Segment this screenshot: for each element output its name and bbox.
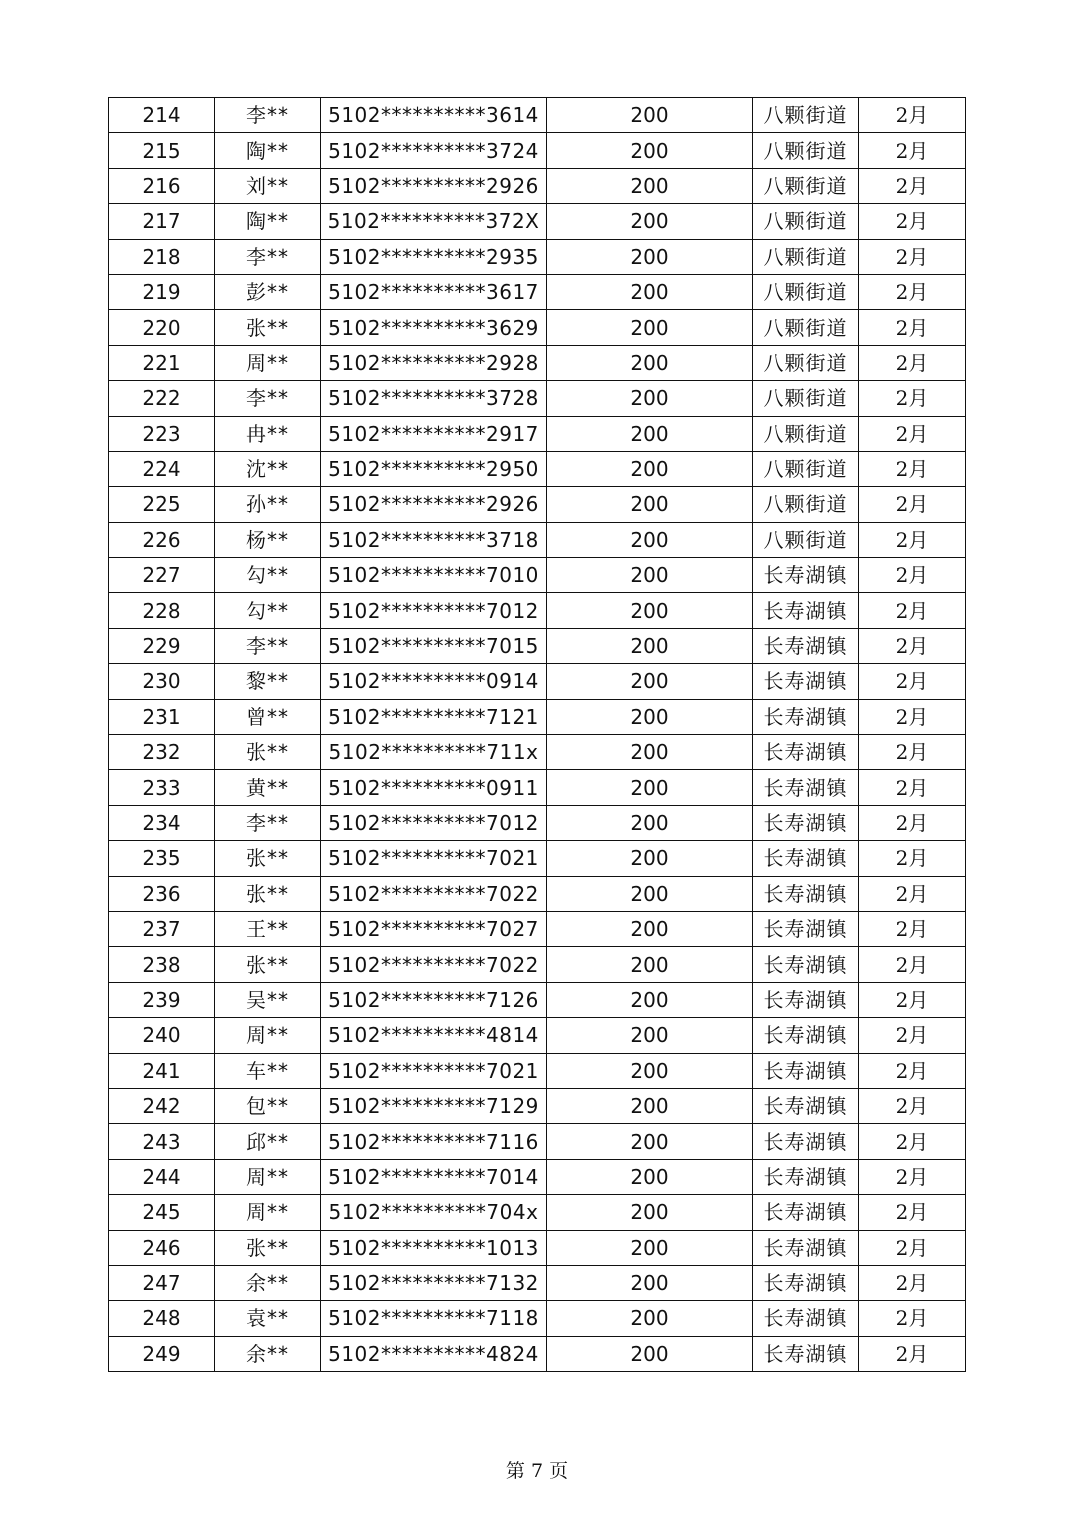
area-name-cell: 长寿湖镇 bbox=[753, 1336, 859, 1371]
row-number-cell: 240 bbox=[109, 1018, 215, 1053]
person-name-cell: 勾** bbox=[215, 558, 321, 593]
table-row bbox=[109, 381, 966, 416]
area-name-cell: 长寿湖镇 bbox=[753, 1230, 859, 1265]
amount-cell: 200 bbox=[547, 1336, 753, 1371]
table-row bbox=[109, 204, 966, 239]
id-number-cell: 5102**********2950 bbox=[321, 451, 547, 486]
row-number-cell: 216 bbox=[109, 168, 215, 203]
month-cell: 2月 bbox=[859, 204, 966, 239]
person-name-cell: 邱** bbox=[215, 1124, 321, 1159]
row-number-cell: 239 bbox=[109, 982, 215, 1017]
amount-cell: 200 bbox=[547, 310, 753, 345]
id-number-cell: 5102**********7121 bbox=[321, 699, 547, 734]
amount-cell: 200 bbox=[547, 770, 753, 805]
row-number-cell: 236 bbox=[109, 876, 215, 911]
table-row bbox=[109, 1301, 966, 1336]
row-number-cell: 230 bbox=[109, 664, 215, 699]
month-cell: 2月 bbox=[859, 133, 966, 168]
amount-cell: 200 bbox=[547, 1159, 753, 1194]
area-name-cell: 八颗街道 bbox=[753, 133, 859, 168]
table-row bbox=[109, 1088, 966, 1123]
person-name-cell: 李** bbox=[215, 98, 321, 133]
area-name-cell: 长寿湖镇 bbox=[753, 558, 859, 593]
person-name-cell: 陶** bbox=[215, 204, 321, 239]
id-number-cell: 5102**********1013 bbox=[321, 1230, 547, 1265]
row-number-cell: 225 bbox=[109, 487, 215, 522]
id-number-cell: 5102**********7021 bbox=[321, 1053, 547, 1088]
area-name-cell: 长寿湖镇 bbox=[753, 593, 859, 628]
table-row bbox=[109, 805, 966, 840]
person-name-cell: 袁** bbox=[215, 1301, 321, 1336]
month-cell: 2月 bbox=[859, 168, 966, 203]
month-cell: 2月 bbox=[859, 593, 966, 628]
row-number-cell: 220 bbox=[109, 310, 215, 345]
area-name-cell: 八颗街道 bbox=[753, 522, 859, 557]
month-cell: 2月 bbox=[859, 947, 966, 982]
id-number-cell: 5102**********7014 bbox=[321, 1159, 547, 1194]
month-cell: 2月 bbox=[859, 487, 966, 522]
month-cell: 2月 bbox=[859, 522, 966, 557]
id-number-cell: 5102**********7116 bbox=[321, 1124, 547, 1159]
table-row bbox=[109, 947, 966, 982]
person-name-cell: 余** bbox=[215, 1265, 321, 1300]
area-name-cell: 长寿湖镇 bbox=[753, 982, 859, 1017]
month-cell: 2月 bbox=[859, 558, 966, 593]
amount-cell: 200 bbox=[547, 1018, 753, 1053]
id-number-cell: 5102**********7010 bbox=[321, 558, 547, 593]
table-row bbox=[109, 876, 966, 911]
area-name-cell: 长寿湖镇 bbox=[753, 805, 859, 840]
person-name-cell: 刘** bbox=[215, 168, 321, 203]
area-name-cell: 长寿湖镇 bbox=[753, 876, 859, 911]
month-cell: 2月 bbox=[859, 664, 966, 699]
area-name-cell: 八颗街道 bbox=[753, 239, 859, 274]
id-number-cell: 5102**********7118 bbox=[321, 1301, 547, 1336]
month-cell: 2月 bbox=[859, 239, 966, 274]
person-name-cell: 黄** bbox=[215, 770, 321, 805]
table-row bbox=[109, 1195, 966, 1230]
person-name-cell: 李** bbox=[215, 239, 321, 274]
amount-cell: 200 bbox=[547, 558, 753, 593]
id-number-cell: 5102**********3724 bbox=[321, 133, 547, 168]
person-name-cell: 张** bbox=[215, 735, 321, 770]
row-number-cell: 248 bbox=[109, 1301, 215, 1336]
amount-cell: 200 bbox=[547, 1124, 753, 1159]
table-row bbox=[109, 735, 966, 770]
row-number-cell: 242 bbox=[109, 1088, 215, 1123]
row-number-cell: 227 bbox=[109, 558, 215, 593]
area-name-cell: 八颗街道 bbox=[753, 416, 859, 451]
id-number-cell: 5102**********7132 bbox=[321, 1265, 547, 1300]
area-name-cell: 长寿湖镇 bbox=[753, 1159, 859, 1194]
area-name-cell: 长寿湖镇 bbox=[753, 664, 859, 699]
id-number-cell: 5102**********2928 bbox=[321, 345, 547, 380]
area-name-cell: 长寿湖镇 bbox=[753, 947, 859, 982]
month-cell: 2月 bbox=[859, 1301, 966, 1336]
person-name-cell: 彭** bbox=[215, 274, 321, 309]
amount-cell: 200 bbox=[547, 593, 753, 628]
id-number-cell: 5102**********7126 bbox=[321, 982, 547, 1017]
area-name-cell: 八颗街道 bbox=[753, 168, 859, 203]
row-number-cell: 243 bbox=[109, 1124, 215, 1159]
table-row bbox=[109, 345, 966, 380]
page-number: 第 7 页 bbox=[505, 1460, 569, 1482]
row-number-cell: 245 bbox=[109, 1195, 215, 1230]
amount-cell: 200 bbox=[547, 699, 753, 734]
id-number-cell: 5102**********2917 bbox=[321, 416, 547, 451]
table-row bbox=[109, 1124, 966, 1159]
table-row bbox=[109, 1053, 966, 1088]
id-number-cell: 5102**********3629 bbox=[321, 310, 547, 345]
row-number-cell: 238 bbox=[109, 947, 215, 982]
id-number-cell: 5102**********0911 bbox=[321, 770, 547, 805]
row-number-cell: 229 bbox=[109, 628, 215, 663]
amount-cell: 200 bbox=[547, 1088, 753, 1123]
id-number-cell: 5102**********3614 bbox=[321, 98, 547, 133]
table-row bbox=[109, 274, 966, 309]
amount-cell: 200 bbox=[547, 98, 753, 133]
person-name-cell: 李** bbox=[215, 805, 321, 840]
person-name-cell: 张** bbox=[215, 876, 321, 911]
person-name-cell: 沈** bbox=[215, 451, 321, 486]
amount-cell: 200 bbox=[547, 1053, 753, 1088]
month-cell: 2月 bbox=[859, 1230, 966, 1265]
area-name-cell: 八颗街道 bbox=[753, 98, 859, 133]
area-name-cell: 长寿湖镇 bbox=[753, 1301, 859, 1336]
table-row bbox=[109, 558, 966, 593]
month-cell: 2月 bbox=[859, 841, 966, 876]
month-cell: 2月 bbox=[859, 1053, 966, 1088]
area-name-cell: 八颗街道 bbox=[753, 451, 859, 486]
table-row bbox=[109, 770, 966, 805]
table-row bbox=[109, 1336, 966, 1371]
row-number-cell: 244 bbox=[109, 1159, 215, 1194]
id-number-cell: 5102**********2935 bbox=[321, 239, 547, 274]
table-row bbox=[109, 982, 966, 1017]
amount-cell: 200 bbox=[547, 805, 753, 840]
person-name-cell: 张** bbox=[215, 1230, 321, 1265]
row-number-cell: 247 bbox=[109, 1265, 215, 1300]
id-number-cell: 5102**********2926 bbox=[321, 487, 547, 522]
area-name-cell: 长寿湖镇 bbox=[753, 1053, 859, 1088]
area-name-cell: 长寿湖镇 bbox=[753, 699, 859, 734]
person-name-cell: 余** bbox=[215, 1336, 321, 1371]
table-row bbox=[109, 416, 966, 451]
amount-cell: 200 bbox=[547, 274, 753, 309]
table-row bbox=[109, 451, 966, 486]
amount-cell: 200 bbox=[547, 345, 753, 380]
row-number-cell: 223 bbox=[109, 416, 215, 451]
month-cell: 2月 bbox=[859, 1336, 966, 1371]
amount-cell: 200 bbox=[547, 876, 753, 911]
person-name-cell: 勾** bbox=[215, 593, 321, 628]
amount-cell: 200 bbox=[547, 628, 753, 663]
person-name-cell: 冉** bbox=[215, 416, 321, 451]
person-name-cell: 黎** bbox=[215, 664, 321, 699]
area-name-cell: 长寿湖镇 bbox=[753, 1124, 859, 1159]
month-cell: 2月 bbox=[859, 451, 966, 486]
row-number-cell: 215 bbox=[109, 133, 215, 168]
row-number-cell: 241 bbox=[109, 1053, 215, 1088]
month-cell: 2月 bbox=[859, 1018, 966, 1053]
person-name-cell: 周** bbox=[215, 1018, 321, 1053]
table-row bbox=[109, 628, 966, 663]
person-name-cell: 张** bbox=[215, 841, 321, 876]
table-row bbox=[109, 522, 966, 557]
id-number-cell: 5102**********2926 bbox=[321, 168, 547, 203]
id-number-cell: 5102**********3617 bbox=[321, 274, 547, 309]
person-name-cell: 周** bbox=[215, 345, 321, 380]
area-name-cell: 八颗街道 bbox=[753, 345, 859, 380]
id-number-cell: 5102**********3718 bbox=[321, 522, 547, 557]
area-name-cell: 八颗街道 bbox=[753, 487, 859, 522]
id-number-cell: 5102**********711x bbox=[321, 735, 547, 770]
month-cell: 2月 bbox=[859, 345, 966, 380]
area-name-cell: 长寿湖镇 bbox=[753, 1265, 859, 1300]
id-number-cell: 5102**********704x bbox=[321, 1195, 547, 1230]
roster-table bbox=[108, 97, 966, 1372]
row-number-cell: 249 bbox=[109, 1336, 215, 1371]
table-row bbox=[109, 593, 966, 628]
id-number-cell: 5102**********3728 bbox=[321, 381, 547, 416]
area-name-cell: 八颗街道 bbox=[753, 274, 859, 309]
table-row bbox=[109, 133, 966, 168]
month-cell: 2月 bbox=[859, 310, 966, 345]
row-number-cell: 217 bbox=[109, 204, 215, 239]
table-row bbox=[109, 841, 966, 876]
amount-cell: 200 bbox=[547, 1301, 753, 1336]
id-number-cell: 5102**********0914 bbox=[321, 664, 547, 699]
area-name-cell: 八颗街道 bbox=[753, 204, 859, 239]
person-name-cell: 李** bbox=[215, 628, 321, 663]
person-name-cell: 陶** bbox=[215, 133, 321, 168]
amount-cell: 200 bbox=[547, 1230, 753, 1265]
id-number-cell: 5102**********7027 bbox=[321, 911, 547, 946]
person-name-cell: 曾** bbox=[215, 699, 321, 734]
area-name-cell: 长寿湖镇 bbox=[753, 911, 859, 946]
amount-cell: 200 bbox=[547, 664, 753, 699]
area-name-cell: 长寿湖镇 bbox=[753, 628, 859, 663]
person-name-cell: 张** bbox=[215, 310, 321, 345]
amount-cell: 200 bbox=[547, 735, 753, 770]
person-name-cell: 周** bbox=[215, 1195, 321, 1230]
table-row bbox=[109, 1018, 966, 1053]
month-cell: 2月 bbox=[859, 1159, 966, 1194]
id-number-cell: 5102**********4814 bbox=[321, 1018, 547, 1053]
area-name-cell: 长寿湖镇 bbox=[753, 1018, 859, 1053]
id-number-cell: 5102**********7022 bbox=[321, 876, 547, 911]
month-cell: 2月 bbox=[859, 735, 966, 770]
table-row bbox=[109, 98, 966, 133]
person-name-cell: 李** bbox=[215, 381, 321, 416]
area-name-cell: 八颗街道 bbox=[753, 381, 859, 416]
month-cell: 2月 bbox=[859, 1124, 966, 1159]
row-number-cell: 235 bbox=[109, 841, 215, 876]
month-cell: 2月 bbox=[859, 1088, 966, 1123]
id-number-cell: 5102**********372X bbox=[321, 204, 547, 239]
amount-cell: 200 bbox=[547, 911, 753, 946]
month-cell: 2月 bbox=[859, 98, 966, 133]
amount-cell: 200 bbox=[547, 381, 753, 416]
person-name-cell: 杨** bbox=[215, 522, 321, 557]
row-number-cell: 222 bbox=[109, 381, 215, 416]
roster-table-body bbox=[109, 98, 966, 1372]
table-row bbox=[109, 239, 966, 274]
month-cell: 2月 bbox=[859, 416, 966, 451]
id-number-cell: 5102**********7022 bbox=[321, 947, 547, 982]
month-cell: 2月 bbox=[859, 274, 966, 309]
row-number-cell: 234 bbox=[109, 805, 215, 840]
month-cell: 2月 bbox=[859, 1265, 966, 1300]
month-cell: 2月 bbox=[859, 699, 966, 734]
area-name-cell: 长寿湖镇 bbox=[753, 735, 859, 770]
month-cell: 2月 bbox=[859, 982, 966, 1017]
amount-cell: 200 bbox=[547, 841, 753, 876]
amount-cell: 200 bbox=[547, 982, 753, 1017]
amount-cell: 200 bbox=[547, 487, 753, 522]
area-name-cell: 八颗街道 bbox=[753, 310, 859, 345]
table-row bbox=[109, 168, 966, 203]
row-number-cell: 226 bbox=[109, 522, 215, 557]
table-row bbox=[109, 1265, 966, 1300]
table-row bbox=[109, 1230, 966, 1265]
person-name-cell: 孙** bbox=[215, 487, 321, 522]
person-name-cell: 吴** bbox=[215, 982, 321, 1017]
amount-cell: 200 bbox=[547, 522, 753, 557]
amount-cell: 200 bbox=[547, 1195, 753, 1230]
month-cell: 2月 bbox=[859, 770, 966, 805]
row-number-cell: 218 bbox=[109, 239, 215, 274]
row-number-cell: 237 bbox=[109, 911, 215, 946]
row-number-cell: 232 bbox=[109, 735, 215, 770]
area-name-cell: 长寿湖镇 bbox=[753, 1088, 859, 1123]
table-row bbox=[109, 487, 966, 522]
amount-cell: 200 bbox=[547, 239, 753, 274]
month-cell: 2月 bbox=[859, 911, 966, 946]
person-name-cell: 王** bbox=[215, 911, 321, 946]
area-name-cell: 长寿湖镇 bbox=[753, 841, 859, 876]
row-number-cell: 231 bbox=[109, 699, 215, 734]
row-number-cell: 214 bbox=[109, 98, 215, 133]
amount-cell: 200 bbox=[547, 451, 753, 486]
month-cell: 2月 bbox=[859, 805, 966, 840]
id-number-cell: 5102**********7021 bbox=[321, 841, 547, 876]
month-cell: 2月 bbox=[859, 628, 966, 663]
table-row bbox=[109, 1159, 966, 1194]
id-number-cell: 5102**********7129 bbox=[321, 1088, 547, 1123]
row-number-cell: 246 bbox=[109, 1230, 215, 1265]
row-number-cell: 224 bbox=[109, 451, 215, 486]
person-name-cell: 包** bbox=[215, 1088, 321, 1123]
person-name-cell: 张** bbox=[215, 947, 321, 982]
month-cell: 2月 bbox=[859, 381, 966, 416]
area-name-cell: 长寿湖镇 bbox=[753, 1195, 859, 1230]
id-number-cell: 5102**********4824 bbox=[321, 1336, 547, 1371]
id-number-cell: 5102**********7012 bbox=[321, 593, 547, 628]
id-number-cell: 5102**********7015 bbox=[321, 628, 547, 663]
row-number-cell: 233 bbox=[109, 770, 215, 805]
amount-cell: 200 bbox=[547, 416, 753, 451]
area-name-cell: 长寿湖镇 bbox=[753, 770, 859, 805]
month-cell: 2月 bbox=[859, 876, 966, 911]
row-number-cell: 228 bbox=[109, 593, 215, 628]
id-number-cell: 5102**********7012 bbox=[321, 805, 547, 840]
table-row bbox=[109, 310, 966, 345]
table-row bbox=[109, 664, 966, 699]
row-number-cell: 221 bbox=[109, 345, 215, 380]
table-row bbox=[109, 911, 966, 946]
amount-cell: 200 bbox=[547, 168, 753, 203]
person-name-cell: 车** bbox=[215, 1053, 321, 1088]
amount-cell: 200 bbox=[547, 204, 753, 239]
row-number-cell: 219 bbox=[109, 274, 215, 309]
amount-cell: 200 bbox=[547, 133, 753, 168]
amount-cell: 200 bbox=[547, 1265, 753, 1300]
month-cell: 2月 bbox=[859, 1195, 966, 1230]
table-row bbox=[109, 699, 966, 734]
person-name-cell: 周** bbox=[215, 1159, 321, 1194]
amount-cell: 200 bbox=[547, 947, 753, 982]
